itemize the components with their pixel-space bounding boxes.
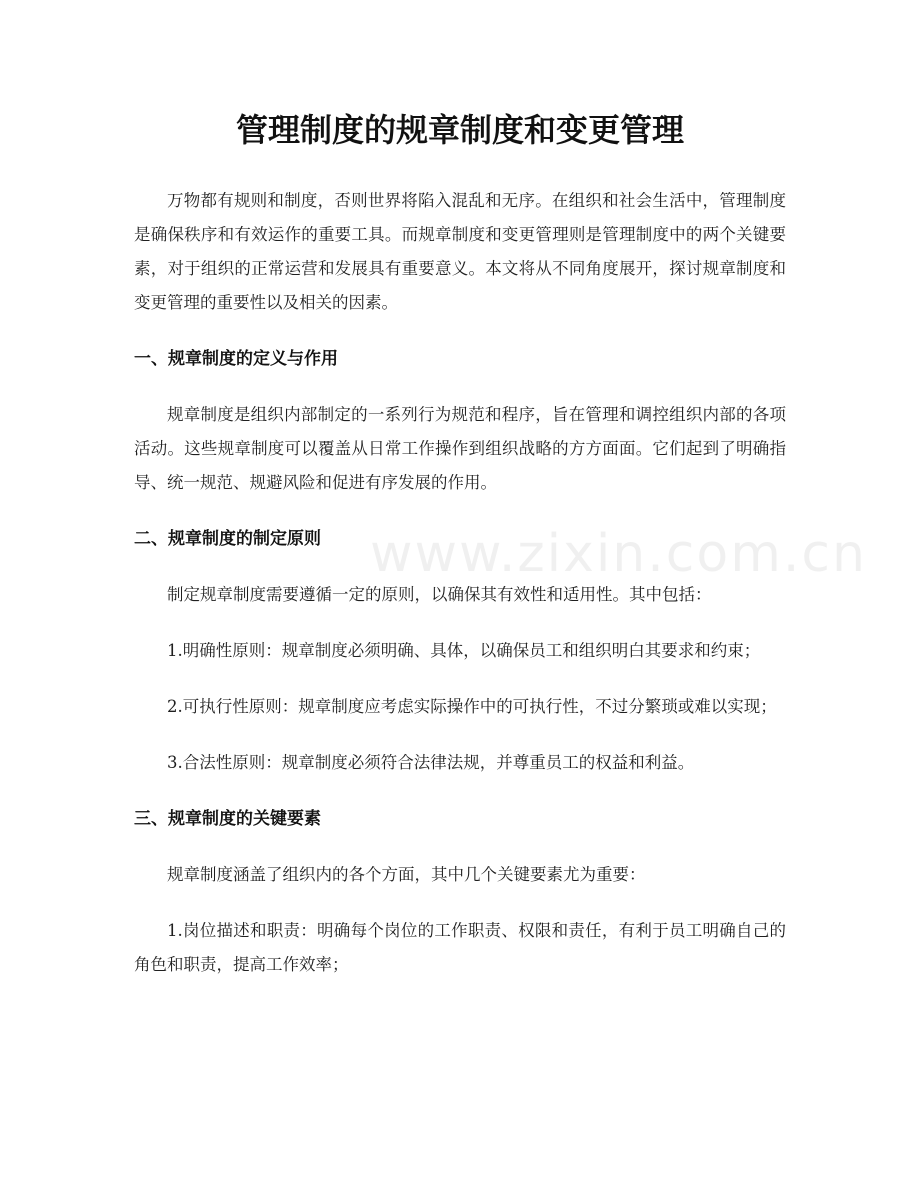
section-3-paragraph: 规章制度涵盖了组织内的各个方面，其中几个关键要素尤为重要： xyxy=(167,865,646,884)
watermark: www.zixin.com.cn xyxy=(370,524,867,584)
element-item-1: 1.岗位描述和职责：明确每个岗位的工作职责、权限和责任，有利于员工明确自己的角色和职责，提高工作效率； xyxy=(134,921,786,974)
section-1-paragraph: 规章制度是组织内部制定的一系列行为规范和程序，旨在管理和调控组织内部的各项活动。这些规章制度可以覆盖从日常工作操作到组织战略的方方面面。它们起到了明确指导、统一规范、规避风险和促进有序发展的作用。 xyxy=(134,405,786,492)
principle-item-2: 2.可执行性原则：规章制度应考虑实际操作中的可执行性，不过分繁琐或难以实现； xyxy=(167,697,777,716)
section-heading-1: 一、规章制度的定义与作用 xyxy=(134,349,338,369)
principle-item-1: 1.明确性原则：规章制度必须明确、具体，以确保员工和组织明白其要求和约束； xyxy=(167,641,761,660)
section-heading-3: 三、规章制度的关键要素 xyxy=(134,809,321,829)
principle-item-3: 3.合法性原则：规章制度必须符合法律法规，并尊重员工的权益和利益。 xyxy=(167,753,695,772)
document-body xyxy=(134,184,786,1004)
intro-paragraph: 万物都有规则和制度，否则世界将陷入混乱和无序。在组织和社会生活中，管理制度是确保秩序和有效运作的重要工具。而规章制度和变更管理则是管理制度中的两个关键要素，对于组织的正常运营和发展具有重要意义。本文将从不同角度展开，探讨规章制度和变更管理的重要性以及相关的因素。 xyxy=(134,191,786,312)
section-heading-2: 二、规章制度的制定原则 xyxy=(134,529,321,549)
document-title: 管理制度的规章制度和变更管理 xyxy=(235,111,684,149)
section-2-paragraph: 制定规章制度需要遵循一定的原则，以确保其有效性和适用性。其中包括： xyxy=(167,585,712,604)
